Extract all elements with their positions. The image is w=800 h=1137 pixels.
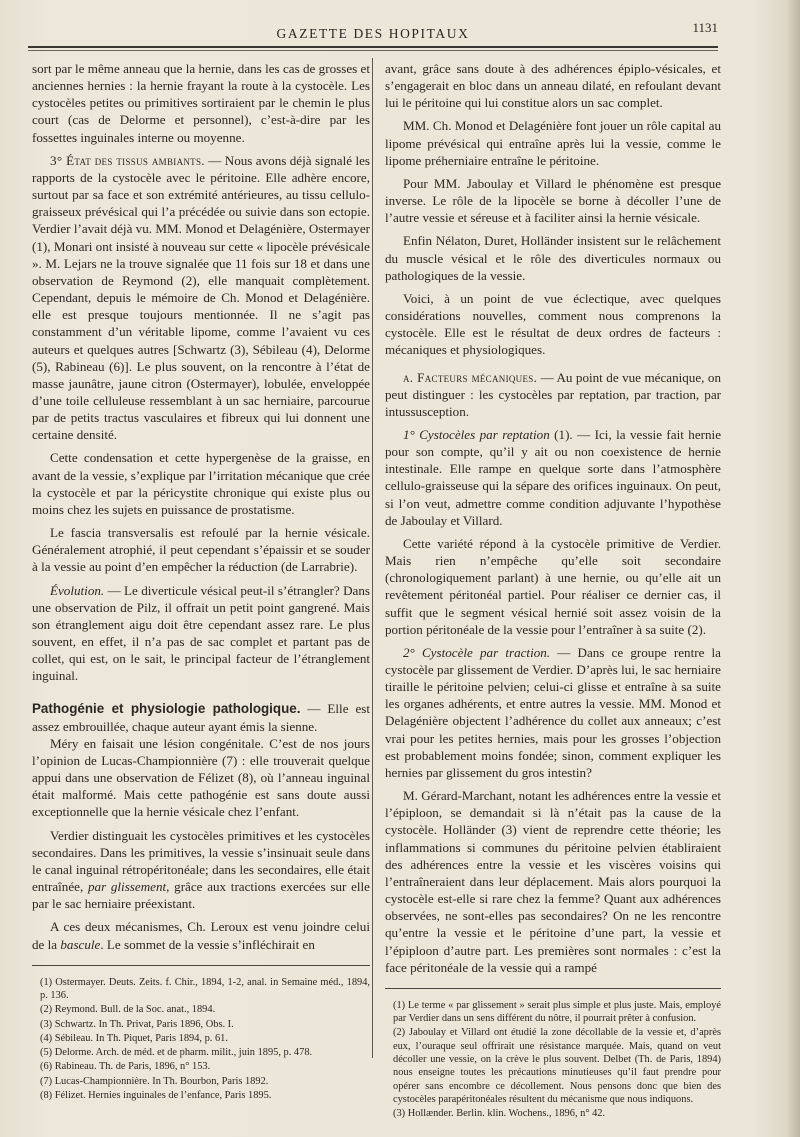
paragraph: Le fascia transversalis est refoulé par la hernie vésicale. Généralement atrophié, il peut cependant s’épaissir et se souder à la vessie au point d’en empêcher la réduction (de Larrabrie). [32,525,370,575]
paragraph-heading: Évolution. [50,582,105,598]
footnote: (3) Hollænder. Berlin. klin. Wochens., 1896, n° 42. [393,1108,606,1120]
paragraph: Méry en faisait une lésion congénitale. C’est de nos jours l’opinion de Lucas-Championnière (7) : elle trouverait quelque appui dans une observation de Félizet (8), où l’anneau inguinal était malformé. Mais cette pathogénie est sans doute aussi exceptionnelle que la hernie vésicale chez l’enfant. [32,735,370,820]
paragraph: Cette variété répond à la cystocèle primitive de Verdier. Mais rien n’empêche qu’elle soit secondaire (chronologiquement parlant) à une hernie, ou qu’elle ait un revêtement péritonéal partiel. Pour réaliser ce dernier cas, il suffit que le segment vésical hernié soit assez voisin de la portion péritonéale de la vessie pour l’entraîner à sa suite (2). [385,535,721,637]
page-edge [786,0,800,1137]
paragraph-text: — Au point de vue mécanique, on peut distinguer : les cystocèles par reptation, par traction, par intussusception. [385,369,721,419]
paragraph-heading: 3° État des tissus ambiants. [50,152,205,168]
paragraph: Cette condensation et cette hypergenèse de la graisse, en avant de la vessie, s’explique par l’irritation mécanique que crée la cystocèle et par la péricystite chronique qui existe plus ou moins chez les sujets en puissance de prostatisme. [32,450,370,517]
footnote: (2) Reymond. Bull. de la Soc. anat., 1894. [40,1004,216,1016]
footnote: (7) Lucas-Championnière. In Th. Bourbon, Paris 1892. [40,1075,269,1087]
paragraph [32,582,370,685]
header-rule [28,46,718,48]
paragraph: MM. Ch. Monod et Delagénière font jouer un rôle capital au lipome prévésical qui entraîne après lui la vessie, comme le lipome préherniaire entraîne le péritoine. [385,118,721,168]
section-title: Pathogénie et physiologie pathologique. [32,701,301,717]
paragraph [32,152,370,444]
paragraph-text: — Dans ce groupe rentre la cystocèle par glissement de Verdier. D’après lui, le sac herniaire tiraille le péritoine pelvien; celui-ci glisse et entraîne à sa suite les organes adhérents, et entre autres la vessie. MM. Monod et Delagénière objectent l’adhérence du collet aux anneaux; c’est vrai pour les petites hernies, mais pour les grosses l’objection est probablement moins fondée; sinon, comment expliquer les hernies par glissement du gros intestin? [385,644,721,780]
paragraph: avant, grâce sans doute à des adhérences épiplo-vésicales, et s’engagerait en bloc dans un anneau dilaté, en refoulant devant lui le péritoine qui lui constitue alors un sac complet. [385,61,721,111]
footnotes [385,999,721,1121]
paragraph [32,827,370,913]
emphasis: par glissement [87,879,167,895]
paragraph [32,918,370,952]
column-divider [372,58,373,1058]
page-header [28,20,718,46]
footnote: (1) Le terme « par glissement » serait plus simple et plus juste. Mais, employé par Verdier dans un sens différent du nôtre, il pourrait prêter à confusion. [393,999,721,1025]
paragraph: Enfin Nélaton, Duret, Holländer insistent sur le relâchement du muscle vésical et le rôle des diverticules normaux ou pathologiques de la vessie. [385,233,721,283]
paragraph-text: (1). — Ici, la vessie fait hernie pour son compte, qu’il y ait ou non coexistence de hernie intestinale. Elle rampe en quelque sorte dans l’atmosphère cellulo-graisseuse qui la sépare des orifices inguinaux. On peut, si l’on veut, admettre comme condition adjuvante l’hypothèse de Jaboulay et Villard. [385,426,721,528]
paragraph [385,644,721,781]
paragraph-heading: 1° Cystocèles par reptation [403,426,550,442]
paragraph: Pour MM. Jaboulay et Villard le phénomène est presque inverse. Le rôle de la lipocèle se borne à décoller l’une de l’autre vessie et séreuse et à faciliter ainsi la hernie vésicale. [385,175,721,226]
page-number: 1131 [692,20,718,35]
paragraph-text: . Le sommet de la vessie s’infléchirait en [100,936,315,952]
paragraph-heading: 2° Cystocèle par traction. [403,644,551,660]
paragraph: M. Gérard-Marchant, notant les adhérences entre la vessie et l’épiploon, se demandait si là n’était pas la cause de la cystocèle. Holländer (3) vient de reprendre cette théorie; les inflammations si communes du péritoine pelvien établiraient des adhérences entre la vessie et les viscères voisins qui l’entraîneraient dans leur déplacement. Mais alors pourquoi la cystocèle est-elle si rare chez la femme? Quant aux adhérences observées, ne sont-elles pas secondaires? On ne les rencontre qu’entre la vessie et le péritoine d’une part, la vessie et l’épiploon d’autre part. Les premières sont normales : c’est la face péritonéale de la vessie qui a rampé [385,788,721,975]
paragraph [385,369,721,420]
paragraph-text: , grâce aux tractions exercées sur elle par le sac herniaire préexistant. [32,879,370,912]
left-column [32,60,370,1103]
footnotes [32,976,370,1103]
paragraph-text: A ces deux mécanismes, Ch. Leroux est venu joindre celui de la [32,919,370,952]
paragraph-text: — Nous avons déjà signalé les rapports de la cystocèle avec le péritoine. Elle adhère encore, surtout par sa face et son extrémité antérieures, au tissu cellulo-graisseux prévésical qui l’a précédée ou suivie dans son ectopie. Verdier l’avait déjà vu. MM. Monod et Delagénière, Ostermayer (1), Monari ont insisté à nouveau sur cette « lipocèle prévésicale ». M. Lejars ne la trouve signalée que 11 fois sur 18 et dans une observation de Reymond (2), elle manquait complètement. Cependant, depuis le mémoire de Ch. Monod et Delagénière. elle est presque toujours mentionnée. Il ne s’agit pas constamment d’un véritable lipome, comme l’avaient vu ces auteurs et quelques autres [Schwartz (3), Sébileau (4), Delorme (5), Rabineau (6)]. Le plus souvent, on la rencontre à l’état de masse jaunâtre, jaune citron (Ostermayer), lobulée, enveloppée d’une toile celluleuse ressemblant à un sac herniaire, parcourue par de petits tractus vasculaires et fibreux qui lui donnent une certaine densité. [32,152,370,443]
footnote-rule [385,988,721,989]
footnote: (2) Jaboulay et Villard ont étudié la zone décollable de la vessie et, d’après eux, l’ouraque seul offrirait une résistance marquée. Mais, quand on veut décoller une vessie, on la crève le plus souvent. Delbet (Th. de Paris, 1894) nous enseigne toutes les précautions minutieuses qu’il faut prendre pour opérer sans encombre ce décollement. Nous pensons donc que bien des cystocèles parapéritonéales résultent du mécanisme que nous indiquons. [393,1027,721,1105]
footnote: (1) Ostermayer. Deuts. Zeits. f. Chir., 1894, 1-2, anal. in Semaine méd., 1894, p. 136. [40,976,370,1001]
paragraph-text: — Elle est assez embrouillée, chaque auteur ayant émis la sienne. [32,701,370,734]
footnote: (4) Sébileau. In Th. Piquet, Paris 1894, p. 61. [40,1032,228,1044]
section-heading [32,700,370,734]
paragraph-heading: a. Facteurs mécaniques. [403,369,538,385]
footnote-rule [32,965,370,966]
footnote: (8) Félizet. Hernies inguinales de l’enfance, Paris 1895. [40,1090,272,1102]
right-column [385,60,721,1121]
paragraph-text: Verdier distinguait les cystocèles primitives et les cystocèles secondaires. Dans les primitives, la vessie s’insinuait seule dans le canal inguinal rétropéritonéale; dans les secondaires, elle était entraînée, [32,827,370,895]
footnote: (6) Rabineau. Th. de Paris, 1896, n° 153. [40,1061,211,1073]
running-title: GAZETTE DES HOPITAUX [276,26,470,41]
paragraph: Voici, à un point de vue éclectique, avec quelques considérations nouvelles, comment nous comprenons la cystocèle. Elle est le résultat de deux ordres de facteurs : mécaniques et physiologiques. [385,290,721,358]
header-rule-thin [28,50,718,51]
paragraph: sort par le même anneau que la hernie, dans les cas de grosses et anciennes hernies : la hernie frayant la route à la cystocèle. Les cystocèles petites ou primitives sortiraient par le chemin le plus court (cas de Delorme et personnel), c’est-à-dire par les fossettes inguinales interne ou moyenne. [32,61,370,145]
paragraph-text: — Le diverticule vésical peut-il s’étrangler? Dans une observation de Pilz, il offrait un petit point gangrené. Mais son étranglement aigu doit être cependant assez rare. Le plus souvent, en effet, il n’a pas de sac complet et partant pas de collet, qui est, on le sait, le principal facteur de l’étranglement inguinal. [32,582,370,684]
footnote: (3) Schwartz. In Th. Privat, Paris 1896, Obs. I. [40,1018,234,1030]
footnote: (5) Delorme. Arch. de méd. et de pharm. milit., juin 1895, p. 478. [40,1047,313,1059]
emphasis: bascule [60,936,101,952]
paragraph [385,426,721,529]
